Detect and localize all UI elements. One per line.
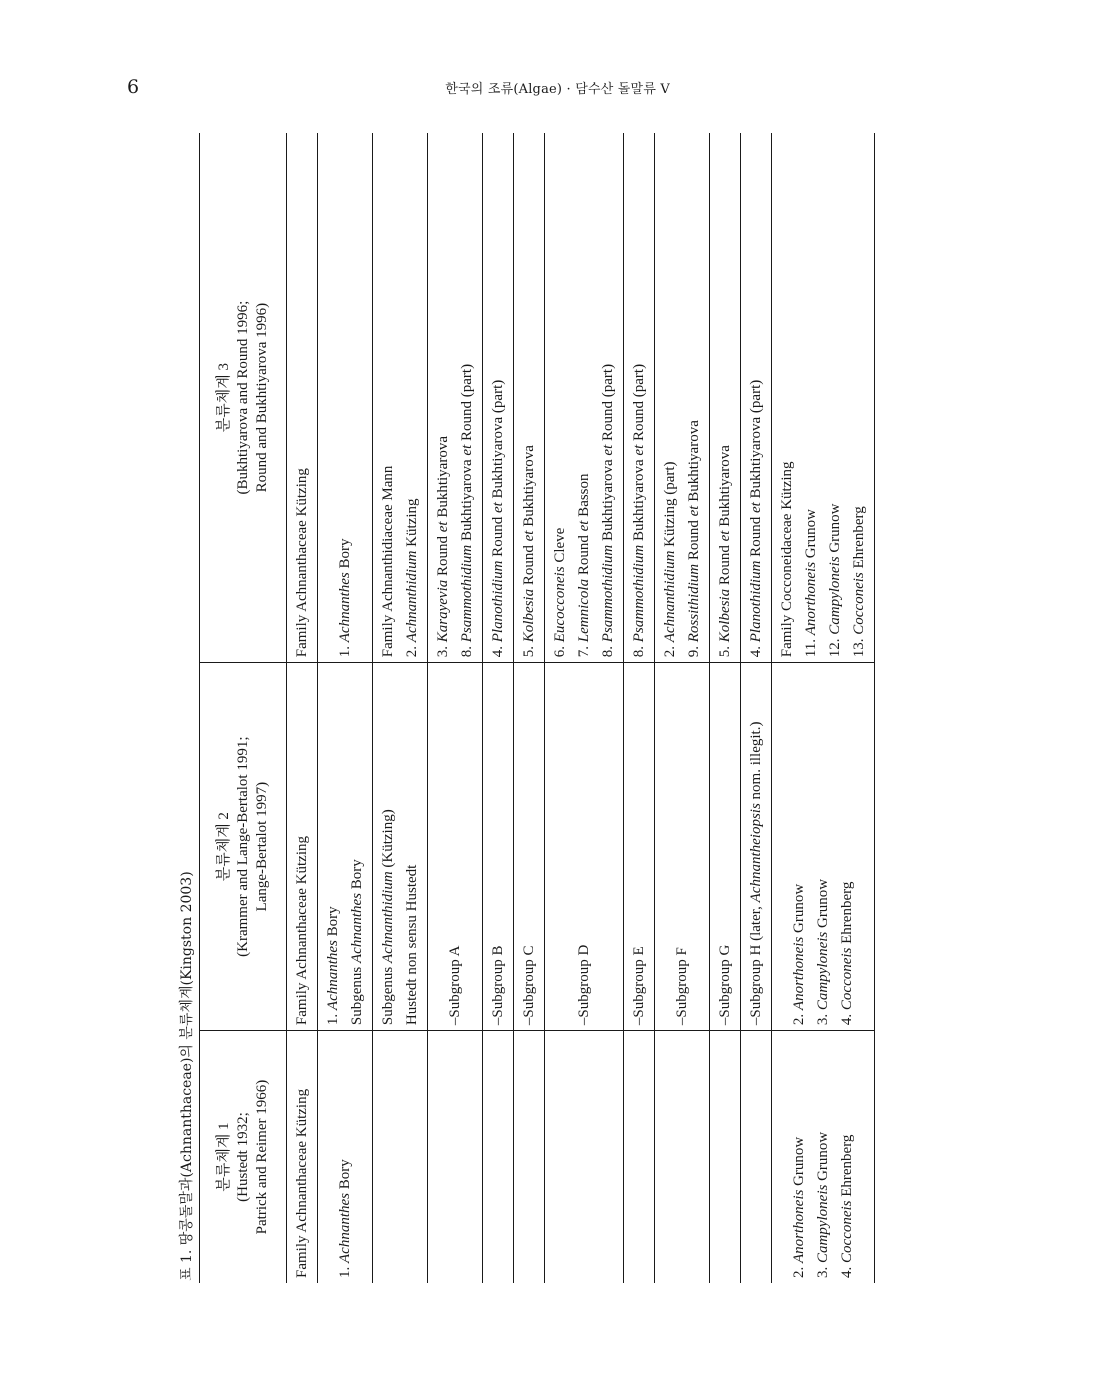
text-segment: Bukhtiyarova [435,436,451,522]
table-row [287,133,318,1283]
cell-line [400,138,424,657]
cell-line [290,138,314,657]
table-row [514,133,545,1283]
cell-line [627,668,651,1025]
text-segment: Round [521,541,537,589]
text-segment: Subgenus [380,963,396,1026]
text-segment: Bukhtiyarova [600,455,616,545]
header-line: Lange-Bertalot 1997) [253,781,270,912]
table-row [772,133,875,1283]
cell-line [486,138,510,657]
text-segment: –Subgroup G [717,944,733,1026]
table-body [287,133,875,1283]
text-segment: Grunow [815,878,831,932]
taxon-name: Campyloneis [827,556,843,635]
cell-line [345,668,369,1025]
taxon-name: Anorthoneis [803,561,819,636]
table-cell-scheme-3 [318,133,373,663]
text-segment: Round [748,513,764,561]
text-segment: Round [686,516,702,564]
text-segment: –Subgroup B [490,945,506,1026]
taxon-name: Achnanthes [337,572,353,643]
cell-line [787,1036,811,1278]
text-segment: –Subgroup H (later, [748,902,764,1026]
table-cell-scheme-2 [318,663,373,1031]
text-segment: (Kützing) [380,809,396,872]
taxon-name: Achnanthidium [404,550,420,643]
text-segment: 5. [717,642,733,658]
text-segment: Family Achnanthaceae Kützing [294,835,310,1026]
header-line: (Krammer and Lange-Bertalot 1991; [234,736,251,957]
taxon-name: et [459,444,475,456]
table-cell-scheme-2 [655,663,710,1031]
text-segment: Ehrenberg [851,506,867,573]
text-segment: Round [576,531,592,579]
text-segment: –Subgroup C [521,945,537,1026]
text-segment: Grunow [803,509,819,562]
taxon-name: Psammothidium [459,544,475,643]
cell-line [713,138,737,657]
table-caption: 표 1. 땅콩돌말과(Achnanthaceae)의 분류체계(Kingston 2003) [179,871,195,1281]
table-row [710,133,741,1283]
text-segment: Round (part) [459,363,475,445]
table-cell-scheme-1 [483,1031,514,1283]
cell-line [823,138,847,657]
taxon-name: Achnanthidium [380,871,396,963]
text-segment: Family Achnanthidiaceae Mann [380,465,396,658]
taxon-name: Lemnicola [576,578,592,643]
text-segment: 6. [552,642,568,658]
table-cell-scheme-1 [624,1031,655,1283]
table-cell-scheme-3 [545,133,624,663]
text-segment: –Subgroup A [447,945,463,1026]
taxon-name: Karayevia [435,579,451,643]
table-row [428,133,483,1283]
text-segment: 4. [839,1010,855,1026]
table-cell-scheme-3 [428,133,483,663]
cell-line [670,668,694,1025]
cell-line [799,138,823,657]
text-segment: Family Achnanthaceae Kützing [294,468,310,658]
text-segment: Bukhtiyarova [686,420,702,506]
page-number: 6 [127,76,140,98]
text-segment: 11. [803,635,819,658]
table-row [741,133,772,1283]
header-line: 분류체계 3 [215,363,232,433]
cell-line [744,668,768,1025]
taxon-name: Planothidium [748,560,764,643]
text-segment: Round (part) [600,363,616,445]
cell-line [572,668,596,1025]
cell-line [627,138,651,657]
taxon-name: Kolbesia [717,588,733,643]
table-cell-scheme-2 [483,663,514,1031]
table-cell-scheme-1 [318,1031,373,1283]
taxon-name: Cocconeis [839,1200,855,1263]
taxon-name: Kolbesia [521,588,537,643]
taxon-name: et [631,444,647,456]
cell-line [290,1036,314,1278]
table-cell-scheme-2 [428,663,483,1031]
taxon-name: Achnanthidium [662,550,678,643]
cell-line [321,668,345,1025]
table-cell-scheme-3 [287,133,318,663]
taxon-name: Achnanthes [337,1193,353,1263]
table-cell-scheme-2 [710,663,741,1031]
taxon-name: Rossithidium [686,563,702,643]
taxon-name: et [490,502,506,514]
text-segment: Round (part) [631,363,647,445]
text-segment: Bukhtiyarova (part) [490,379,506,503]
cell-line [548,138,572,657]
table-cell-scheme-2 [624,663,655,1031]
cell-line [455,138,479,657]
table-cell-scheme-2 [772,663,875,1031]
cell-line [400,668,424,1025]
cell-line [333,1036,357,1278]
table-cell-scheme-1 [741,1031,772,1283]
taxon-name: Planothidium [490,560,506,643]
table-cell-scheme-1 [772,1031,875,1283]
header-line: Round and Bukhtiyarova 1996) [253,302,270,493]
text-segment: Bory [325,906,341,941]
table-cell-scheme-1 [373,1031,428,1283]
table-cell-scheme-2 [287,663,318,1031]
cell-line [333,138,357,657]
text-segment: Basson [576,473,592,521]
table-cell-scheme-3 [741,133,772,663]
taxon-name: Achnantheiopsis [748,803,764,903]
text-segment: 4. [839,1263,855,1278]
table-cell-scheme-2 [373,663,428,1031]
taxon-name: Anorthoneis [791,936,807,1011]
text-segment: 1. [337,1263,353,1278]
header-line: Patrick and Reimer 1966) [253,1079,270,1235]
table-cell-scheme-1 [545,1031,624,1283]
text-segment: 12. [827,634,843,658]
text-segment: Family Achnanthaceae Kützing [294,1088,310,1278]
table-cell-scheme-1 [710,1031,741,1283]
text-segment: Subgenus [349,963,365,1026]
text-segment: 8. [600,642,616,658]
text-segment: Grunow [791,883,807,937]
text-segment: 2. [404,642,420,658]
table-cell-scheme-1 [514,1031,545,1283]
cell-line [376,138,400,657]
taxon-name: Cocconeis [851,572,867,635]
cell-line [376,668,400,1025]
cell-line [431,138,455,657]
taxon-name: et [600,444,616,456]
text-segment: Bory [337,1159,353,1194]
table-row [373,133,428,1283]
text-segment: 9. [686,642,702,658]
taxon-name: Cocconeis [839,947,855,1011]
cell-line [787,668,811,1025]
taxon-name: et [748,502,764,514]
taxon-name: Anorthoneis [791,1189,807,1263]
text-segment: Grunow [815,1131,831,1185]
taxon-name: et [686,505,702,517]
table-row [318,133,373,1283]
text-segment: Bukhtiyarova [459,455,475,545]
text-segment: –Subgroup D [576,944,592,1026]
text-segment: Bory [349,859,365,894]
cell-line [572,138,596,657]
text-segment: 2. [791,1010,807,1026]
table-cell-scheme-3 [710,133,741,663]
cell-line [835,668,859,1025]
table-cell-scheme-3 [514,133,545,663]
table-cell-scheme-3 [655,133,710,663]
cell-line [811,668,835,1025]
taxon-name: et [521,530,537,542]
text-segment: Family Cocconeidaceae Kützing [779,461,795,658]
taxon-name: et [435,521,451,533]
text-segment: Ehrenberg [839,881,855,948]
taxon-name: Achnanthes [349,893,365,963]
header-line: (Hustedt 1932; [234,1112,251,1202]
header-line: 분류체계 2 [215,812,232,882]
cell-line [713,668,737,1025]
taxon-name: Campyloneis [815,931,831,1011]
taxon-name: Campyloneis [815,1184,831,1263]
text-segment: –Subgroup E [631,946,647,1026]
text-segment: Kützing (part) [662,461,678,551]
text-segment: 2. [791,1263,807,1278]
taxon-name: et [717,530,733,542]
table-header-row [200,133,287,1283]
text-segment: 2. [662,642,678,658]
taxon-name: Psammothidium [600,544,616,643]
text-segment: 8. [631,642,647,658]
cell-line [744,138,768,657]
text-segment: 4. [490,642,506,658]
cell-line [835,1036,859,1278]
text-segment: 4. [748,642,764,658]
cell-line [517,138,541,657]
text-segment: 1. [325,1010,341,1026]
table-row [624,133,655,1283]
cell-line [682,138,706,657]
text-segment: 7. [576,642,592,658]
cell-line [443,668,467,1025]
header-line: 분류체계 1 [215,1122,232,1192]
header-scheme-2 [200,663,287,1031]
running-header: 한국의 조류(Algae) · 담수산 돌말류 V [445,82,670,97]
text-segment: Grunow [827,503,843,557]
table-cell-scheme-3 [624,133,655,663]
text-segment: 3. [815,1263,831,1278]
table-cell-scheme-3 [483,133,514,663]
text-segment: Bukhtiyarova (part) [748,379,764,503]
table-cell-scheme-1 [655,1031,710,1283]
text-segment: 8. [459,642,475,658]
text-segment: Bory [337,538,353,573]
header-scheme-1 [200,1031,287,1283]
text-segment: 5. [521,642,537,658]
table-cell-scheme-3 [772,133,875,663]
cell-line [517,668,541,1025]
text-segment: Round [490,513,506,561]
text-segment: –Subgroup F [674,947,690,1026]
taxon-name: et [576,520,592,532]
table-cell-scheme-1 [428,1031,483,1283]
text-segment: Round [717,541,733,589]
header-scheme-3 [200,133,287,663]
cell-line [811,1036,835,1278]
text-segment: Round [435,532,451,580]
table-cell-scheme-2 [741,663,772,1031]
table-row [483,133,514,1283]
cell-line [596,138,620,657]
text-segment: Grunow [791,1136,807,1190]
table-row [655,133,710,1283]
text-segment: 3. [815,1010,831,1026]
text-segment: 13. [851,634,867,658]
cell-line [847,138,871,657]
text-segment: Hustedt non sensu Hustedt [404,864,420,1026]
cell-line [775,138,799,657]
table-cell-scheme-2 [545,663,624,1031]
table-row [545,133,624,1283]
text-segment: Bukhtiyarova [717,445,733,531]
text-segment: Bukhtiyarova [521,445,537,531]
text-segment: Bukhtiyarova [631,455,647,545]
taxon-name: Achnanthes [325,940,341,1011]
cell-line [486,668,510,1025]
rotated-table-block [175,133,925,1283]
table-cell-scheme-1 [287,1031,318,1283]
table-cell-scheme-3 [373,133,428,663]
text-segment: Cleve [552,527,568,567]
text-segment: 1. [337,642,353,658]
table-cell-scheme-2 [514,663,545,1031]
text-segment: nom. illegit.) [748,721,764,804]
classification-table [199,133,875,1283]
text-segment: Kützing [404,498,420,551]
cell-line [658,138,682,657]
taxon-name: Psammothidium [631,544,647,643]
taxon-name: Eucocconeis [552,566,568,643]
text-segment: Ehrenberg [839,1134,855,1201]
header-line: (Bukhtiyarova and Round 1996; [234,300,251,495]
cell-line [290,668,314,1025]
text-segment: 3. [435,642,451,658]
